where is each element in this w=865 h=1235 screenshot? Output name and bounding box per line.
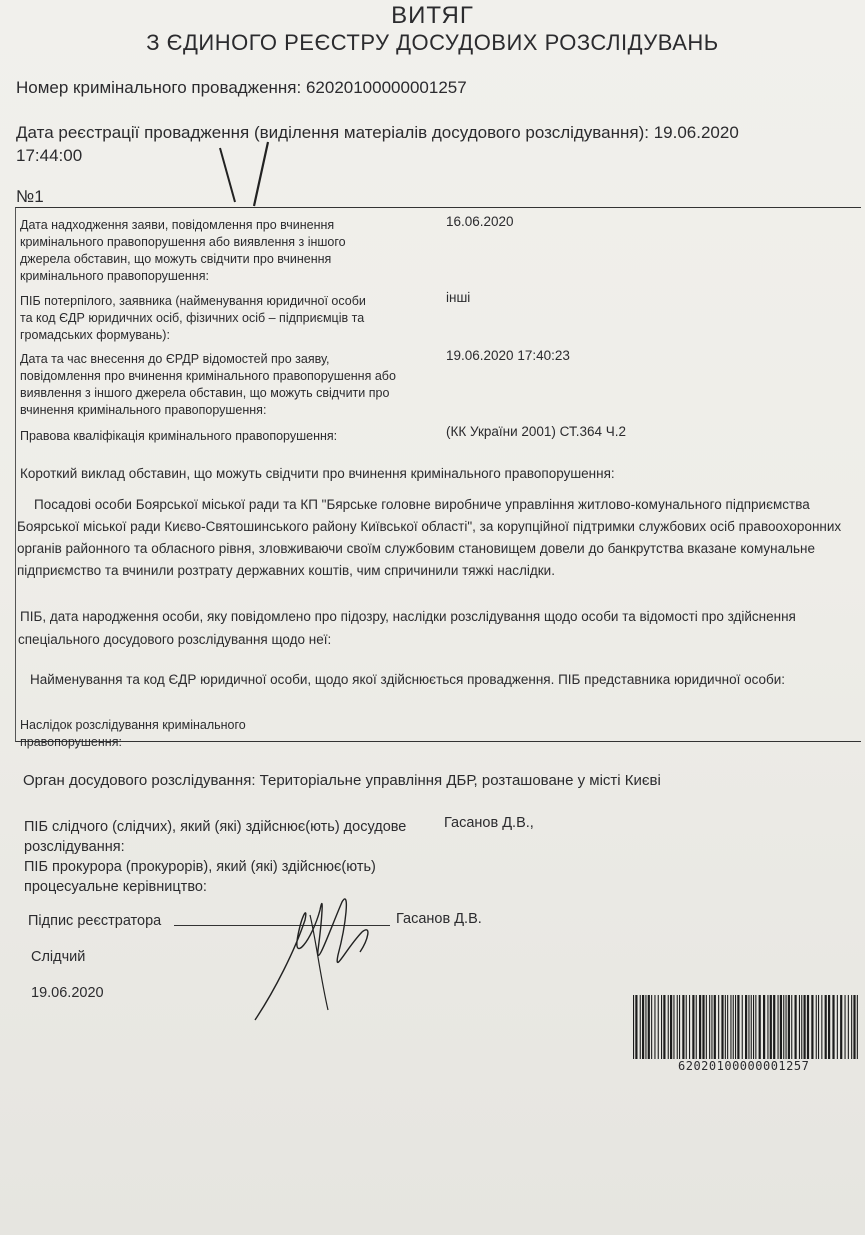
barcode-bar [783,995,784,1059]
barcode-bar [670,995,672,1059]
section-number: №1 [16,187,44,206]
barcode-bar [791,995,792,1059]
barcode-bar [645,995,646,1059]
pen-marks [210,140,280,210]
barcode-bar [778,995,779,1059]
barcode-bar [654,995,655,1059]
barcode-bar [706,995,707,1059]
barcode-bar [748,995,749,1059]
summary-line-3: органів районного та обласного рівня, зловживаючи своїм службовим становищем довели до банкрутства вказане комунальне [17,541,815,556]
barcode-bar [696,995,697,1059]
investigator-label: ПІБ слідчого (слідчих), який (які) здійснює(ють) досудове розслідування: [24,819,407,855]
summary-line-4: підприємство та вчинили розтрату державних коштів, чим спричинили тяжкі наслідки. [17,563,555,578]
barcode-bar [692,995,694,1059]
barcode-bar [735,995,736,1059]
suspect-line-1: ПІБ, дата народження особи, яку повідомлено про підозру, наслідки розслідування щодо особи та відомості про здійснення [20,609,796,624]
barcode-bar [788,995,790,1059]
barcode-bar [711,995,712,1059]
barcode-bar [770,995,772,1059]
barcode-bar [679,995,680,1059]
summary-line-2: Боярської міської ради Києво-Святошинського району Київської області", за корупційної підтримки службових осіб правоохоронних [17,519,842,534]
barcode-bar [825,995,827,1059]
barcode-bar [725,995,726,1059]
barcode-bar [642,995,644,1059]
barcode-bar [795,995,797,1059]
barcode-bar [640,995,641,1059]
barcode-bar [828,995,830,1059]
suspect-line-2: спеціального досудового розслідування щодо неї: [18,632,332,647]
investigation-result: Наслідок розслідування кримінального правопорушення: [20,718,246,749]
barcode-bar [751,995,752,1059]
barcode-bar [677,995,678,1059]
barcode-bar [737,995,739,1059]
barcode-bar [718,995,719,1059]
barcode-bar [663,995,665,1059]
barcode-bar [714,995,716,1059]
barcode-bar [804,995,806,1059]
barcode-bar [658,995,659,1059]
barcode-bar [686,995,687,1059]
barcode-bar [840,995,842,1059]
barcode-bar [816,995,817,1059]
barcode-bar [682,995,684,1059]
barcode [633,995,861,1059]
barcode-bar [832,995,834,1059]
barcode-bar [745,995,747,1059]
document-subtitle: З ЄДИНОГО РЕЄСТРУ ДОСУДОВИХ РОЗСЛІДУВАНЬ [146,30,719,55]
row-value-entry-date: 19.06.2020 17:40:23 [446,348,570,363]
barcode-bar [821,995,822,1059]
barcode-bar [767,995,768,1059]
barcode-bar [818,995,819,1059]
proceeding-number: Номер кримінального провадження: 62020100000001257 [16,78,467,97]
row-label-qualification: Правова кваліфікація кримінального правопорушення: [20,429,338,443]
role-label: Слідчий [31,949,86,965]
signature-label: Підпис реєстратора [28,913,162,929]
barcode-bar [786,995,787,1059]
investigator-name: Гасанов Д.В., [444,815,534,831]
barcode-bar [699,995,701,1059]
barcode-bar [648,995,650,1059]
barcode-bar [853,995,855,1059]
barcode-bar [759,995,761,1059]
document-title: ВИТЯГ [391,2,474,29]
document-date: 19.06.2020 [31,985,104,1001]
investigation-authority: Орган досудового розслідування: Територіальне управління ДБР, розташоване у місті Києві [23,772,661,789]
barcode-bar [837,995,838,1059]
barcode-bar [848,995,849,1059]
barcode-bar [709,995,710,1059]
row-value-victim: інші [446,290,471,305]
barcode-number: 62020100000001257 [678,1059,810,1073]
barcode-bar [773,995,775,1059]
barcode-bar [780,995,782,1059]
row-value-receipt-date: 16.06.2020 [446,214,514,229]
signature-name: Гасанов Д.В. [396,911,482,927]
barcode-bar [742,995,743,1059]
barcode-bar [851,995,852,1059]
barcode-bar [727,995,728,1059]
legal-entity-label: Найменування та код ЄДР юридичної особи, щодо якої здійснюється провадження. ПІБ представника юридичної особи: [30,672,786,687]
registration-date-line-1: Дата реєстрації провадження (виділення матеріалів досудового розслідування): 19.06.2020 [16,123,739,142]
prosecutor-label: ПІБ прокурора (прокурорів), який (які) здійснює(ють) процесуальне керівництво: [24,859,376,895]
barcode-bar [801,995,802,1059]
row-label-receipt-date: Дата надходження заяви, повідомлення про вчинення кримінального правопорушення або виявлення з іншого джерела обставин, що можуть свідчити про вчинення кримінального правопорушення: [20,218,346,283]
barcode-bar [635,995,637,1059]
barcode-bar [763,995,765,1059]
barcode-bar [845,995,846,1059]
barcode-bar [651,995,652,1059]
barcode-bar [661,995,662,1059]
summary-line-1: Посадові особи Боярської міської ради та КП "Бярське головне виробниче управління житлово-комунального підприємства [34,497,810,512]
barcode-bar [799,995,800,1059]
row-label-entry-date: Дата та час внесення до ЄРДР відомостей про заяву, повідомлення про вчинення кримінального правопорушення або виявлення з іншого джерела обставин, що можуть свідчити про вчинення кримінального правопорушення: [20,352,396,417]
registration-date-line-2: 17:44:00 [16,146,83,165]
barcode-bar [807,995,809,1059]
barcode-bar [857,995,858,1059]
barcode-bar [721,995,723,1059]
barcode-bar [673,995,674,1059]
barcode-bar [668,995,669,1059]
barcode-bar [733,995,734,1059]
handwritten-signature [250,880,390,1030]
barcode-bar [633,995,634,1059]
row-label-victim: ПІБ потерпілого, заявника (найменування юридичної особи та код ЄДР юридичних осіб, фізичних осіб – підприємців та громадських формувань): [20,294,366,342]
barcode-bar [753,995,754,1059]
barcode-bar [702,995,704,1059]
row-value-qualification: (КК України 2001) СТ.364 Ч.2 [446,424,626,439]
barcode-bar [755,995,756,1059]
barcode-bar [811,995,813,1059]
barcode-bar [730,995,731,1059]
barcode-bar [689,995,690,1059]
summary-heading: Короткий виклад обставин, що можуть свідчити про вчинення кримінального правопорушення: [20,466,615,481]
